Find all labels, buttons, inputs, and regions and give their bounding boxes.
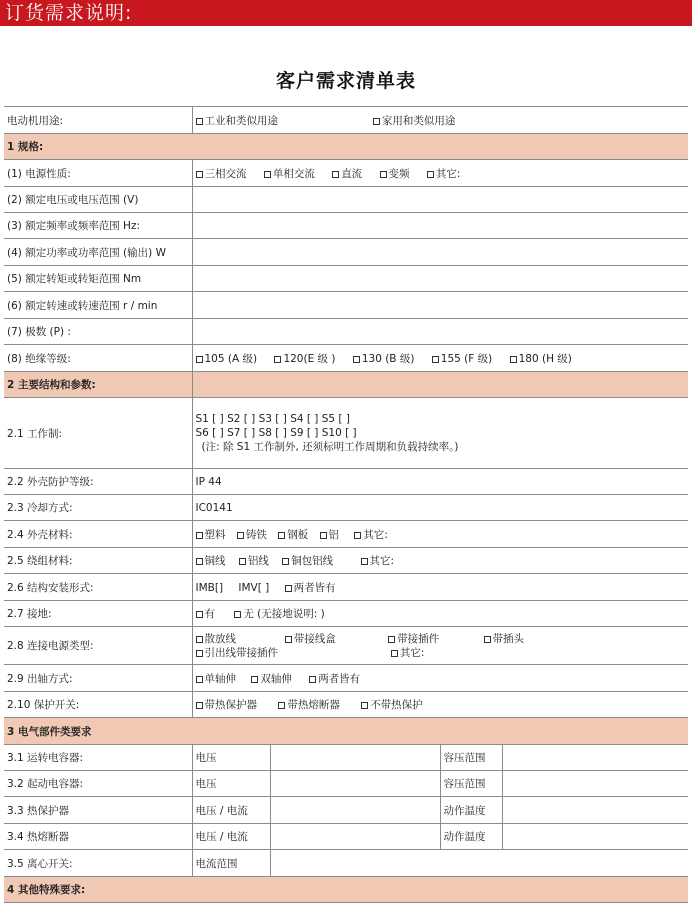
speed-label: (6) 额定转速或转速范围 r / min (4, 292, 192, 319)
option-label: 180 (H 级) (518, 352, 572, 365)
section-structure (4, 372, 688, 398)
mounting-label: 2.6 结构安装形式: (4, 574, 192, 601)
option-label: 塑料 (204, 528, 226, 541)
checkbox[interactable] (484, 636, 491, 643)
electrical-field-label: 容压范围 (440, 771, 502, 797)
option-label: 变频 (388, 167, 410, 180)
duty-option[interactable]: S10 [ ] (321, 427, 357, 439)
option-label: 三相交流 (204, 167, 247, 180)
option-label: 其它: (399, 646, 425, 659)
electrical-input[interactable] (502, 797, 688, 824)
duty-option[interactable]: S4 [ ] (290, 413, 319, 425)
option-label: 引出线带接插件 (204, 646, 278, 659)
option-label: 无 (无接地说明: ) (243, 608, 325, 620)
connection-line-1 (196, 632, 686, 646)
voltage-field[interactable] (192, 187, 688, 213)
duty-row-2 (196, 426, 686, 440)
checkbox[interactable] (427, 171, 434, 178)
duty-row-1 (196, 412, 686, 426)
checkbox[interactable] (320, 532, 327, 539)
checkbox[interactable] (196, 171, 203, 178)
option-label: 其它: (369, 555, 395, 567)
electrical-label: 3.1 运转电容器: (4, 745, 192, 771)
electrical-row (4, 797, 688, 824)
duty-option[interactable]: S9 [ ] (290, 427, 319, 439)
option-label: 其它: (435, 167, 461, 180)
option-label: 带接线盒 (293, 632, 336, 645)
power-label: (4) 额定功率或功率范围 (输出) W (4, 239, 192, 266)
section-spec (4, 134, 688, 160)
option-label: 带接插件 (397, 632, 440, 645)
checkbox[interactable] (274, 356, 281, 363)
electrical-input[interactable] (270, 745, 440, 771)
option-label: 铜线 (204, 555, 226, 567)
checkbox[interactable] (196, 636, 203, 643)
mounting-row (4, 574, 688, 601)
electrical-input[interactable] (502, 745, 688, 771)
power-nature-row (4, 160, 688, 187)
checkbox[interactable] (196, 558, 203, 565)
checkbox[interactable] (196, 702, 203, 709)
duty-note: (注: 除 S1 工作制外, 还须标明工作周期和负载持续率。) (201, 441, 459, 453)
duty-row (4, 398, 688, 469)
frequency-row (4, 213, 688, 239)
frequency-field[interactable] (192, 213, 688, 239)
option-label: 105 (A 级) (204, 352, 258, 365)
shaft-label: 2.9 出轴方式: (4, 665, 192, 692)
option-label: 155 (F 级) (440, 352, 493, 365)
option-label: 铜包铝线 (291, 555, 334, 567)
checkbox[interactable] (353, 356, 360, 363)
checkbox[interactable] (251, 676, 258, 683)
electrical-row (4, 824, 688, 850)
electrical-field-label: 电流范围 (192, 850, 270, 877)
winding-row (4, 548, 688, 574)
electrical-field-label: 动作温度 (440, 797, 502, 824)
duty-option[interactable]: S8 [ ] (258, 427, 287, 439)
switch-row (4, 692, 688, 718)
use-option: 工业和类似用途 (204, 114, 278, 127)
use-options (192, 107, 688, 134)
section-heading: 1 规格: (4, 134, 688, 160)
option-label: 带热熔断器 (287, 699, 340, 711)
checkbox[interactable] (391, 650, 398, 657)
checkbox[interactable] (234, 611, 241, 618)
option-label: 带热保护器 (204, 699, 257, 711)
electrical-field-label: 电压 / 电流 (192, 824, 270, 850)
option-label: 其它: (363, 528, 388, 541)
checkbox[interactable] (510, 356, 517, 363)
electrical-label: 3.2 起动电容器: (4, 771, 192, 797)
electrical-label: 3.3 热保护器 (4, 797, 192, 824)
electrical-row (4, 850, 688, 877)
electrical-label: 3.4 热熔断器 (4, 824, 192, 850)
checkbox[interactable] (239, 558, 246, 565)
section-electrical (4, 718, 688, 745)
voltage-label: (2) 额定电压或电压范围 (V) (4, 187, 192, 213)
duty-option[interactable]: S3 [ ] (258, 413, 287, 425)
speed-row (4, 292, 688, 319)
electrical-field-label: 电压 (192, 745, 270, 771)
option-label: 单相交流 (272, 167, 315, 180)
checkbox[interactable] (285, 585, 292, 592)
insulation-row (4, 345, 688, 372)
electrical-input[interactable] (502, 771, 688, 797)
checkbox[interactable] (196, 532, 203, 539)
insulation-label: (8) 绝缘等级: (4, 345, 192, 372)
option-label: 铝线 (247, 555, 269, 567)
checkbox[interactable] (196, 611, 203, 618)
option-label: 130 (B 级) (361, 352, 415, 365)
use-label: 电动机用途: (4, 107, 192, 134)
duty-option[interactable]: S5 [ ] (321, 413, 350, 425)
option-label: 直流 (341, 167, 363, 180)
power-field[interactable] (192, 239, 688, 266)
checkbox[interactable] (388, 636, 395, 643)
electrical-field-label: 容压范围 (440, 745, 502, 771)
cooling-label: 2.3 冷却方式: (4, 495, 192, 521)
option-label: 单轴伸 (204, 672, 236, 685)
document-title: 客户需求清单表 (275, 70, 416, 92)
electrical-row (4, 771, 688, 797)
switch-label: 2.10 保护开关: (4, 692, 192, 718)
electrical-label: 3.5 离心开关: (4, 850, 192, 877)
torque-label: (5) 额定转矩或转矩范围 Nm (4, 266, 192, 292)
checkbox[interactable] (196, 650, 203, 657)
electrical-input[interactable] (270, 771, 440, 797)
checkbox[interactable] (309, 676, 316, 683)
electrical-field-label: 动作温度 (440, 824, 502, 850)
duty-option[interactable]: S2 [ ] (227, 413, 256, 425)
checkbox[interactable] (380, 171, 387, 178)
option-label: 带插头 (492, 632, 525, 645)
use-row (4, 107, 688, 134)
option-label: 两者皆有 (293, 581, 336, 594)
option-label: 铸铁 (245, 528, 267, 541)
checkbox[interactable] (196, 118, 203, 125)
electrical-input[interactable] (270, 824, 440, 850)
checkbox[interactable] (354, 532, 361, 539)
cooling-value: IC0141 (192, 495, 688, 521)
electrical-input[interactable] (270, 797, 440, 824)
housing-label: 2.4 外壳材料: (4, 521, 192, 548)
option-label: 不带热保护 (370, 699, 423, 711)
option-label: 两者皆有 (318, 672, 361, 685)
checkbox[interactable] (196, 676, 203, 683)
connection-label: 2.8 连接电源类型: (4, 627, 192, 665)
housing-row (4, 521, 688, 548)
option-label: 钢板 (287, 528, 309, 541)
protection-label: 2.2 外壳防护等级: (4, 469, 192, 495)
option-label: 双轴伸 (260, 672, 292, 685)
voltage-row (4, 187, 688, 213)
duty-option[interactable]: S6 [ ] (195, 427, 224, 439)
electrical-input[interactable] (270, 850, 688, 877)
duty-label: 2.1 工作制: (4, 398, 192, 469)
poles-row (4, 319, 688, 345)
option-label: 120(E 级 ) (283, 352, 336, 365)
cooling-row (4, 495, 688, 521)
power-row (4, 239, 688, 266)
requirements-table (4, 106, 688, 903)
winding-label: 2.5 绕组材料: (4, 548, 192, 574)
frequency-label: (3) 额定频率或频率范围 Hz: (4, 213, 192, 239)
option-label: 有 (204, 608, 215, 620)
checkbox[interactable] (285, 636, 292, 643)
torque-row (4, 266, 688, 292)
duty-option[interactable]: S1 [ ] (195, 413, 224, 425)
checkbox[interactable] (196, 356, 203, 363)
speed-field[interactable] (192, 292, 688, 319)
connection-line-2 (196, 646, 686, 660)
imv-option[interactable]: IMV[ ] (238, 581, 270, 594)
checkbox[interactable] (361, 702, 368, 709)
poles-label: (7) 极数 (P) : (4, 319, 192, 345)
torque-field[interactable] (192, 266, 688, 292)
use-option: 家用和类似用途 (381, 114, 456, 127)
electrical-field-label: 电压 (192, 771, 270, 797)
checkbox[interactable] (332, 171, 339, 178)
power-nature-label: (1) 电源性质: (4, 160, 192, 187)
shaft-row (4, 665, 688, 692)
imb-option[interactable]: IMB[] (195, 581, 224, 594)
electrical-field-label: 电压 / 电流 (192, 797, 270, 824)
grounding-label: 2.7 接地: (4, 601, 192, 627)
option-label: 铝 (328, 528, 340, 541)
protection-row (4, 469, 688, 495)
checkbox[interactable] (278, 532, 285, 539)
checkbox[interactable] (264, 171, 271, 178)
option-label: 散放线 (204, 632, 236, 645)
checkbox[interactable] (237, 532, 244, 539)
checkbox[interactable] (361, 558, 368, 565)
poles-field[interactable] (192, 319, 688, 345)
checkbox[interactable] (282, 558, 289, 565)
protection-value: IP 44 (192, 469, 688, 495)
checkbox[interactable] (432, 356, 439, 363)
section-heading: 3 电气部件类要求 (4, 718, 688, 745)
header-banner: 订货需求说明: (0, 0, 692, 26)
checkbox[interactable] (278, 702, 285, 709)
electrical-input[interactable] (502, 824, 688, 850)
duty-option[interactable]: S7 [ ] (227, 427, 256, 439)
section-heading: 4 其他特殊要求: (4, 877, 688, 903)
checkbox[interactable] (373, 118, 380, 125)
section-heading: 2 主要结构和参数: (4, 372, 192, 398)
connection-row (4, 627, 688, 665)
grounding-row (4, 601, 688, 627)
electrical-row (4, 745, 688, 771)
section-other (4, 877, 688, 903)
